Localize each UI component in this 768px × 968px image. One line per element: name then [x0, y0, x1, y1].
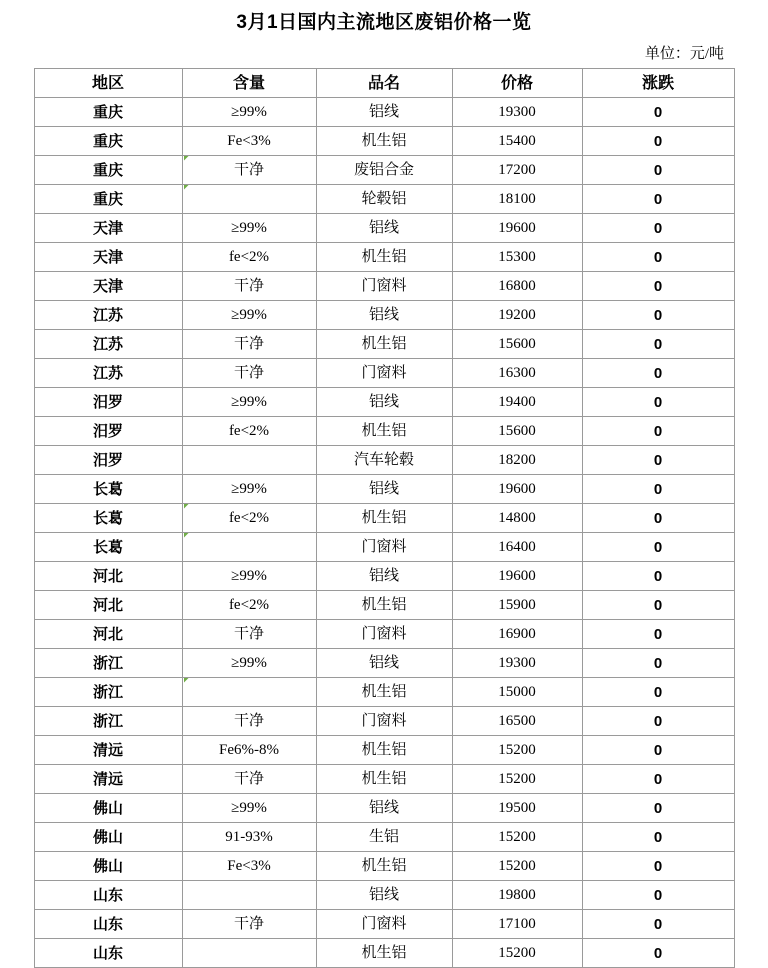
table-row: [34, 562, 734, 591]
cell-change: 0: [582, 504, 734, 533]
cell-product-name: 生铝: [316, 823, 452, 852]
cell-product-name: 门窗料: [316, 272, 452, 301]
cell-region: 重庆: [34, 185, 182, 214]
cell-price: 19600: [452, 475, 582, 504]
cell-product-name: 门窗料: [316, 359, 452, 388]
table-row: [34, 156, 734, 185]
cell-price: 19300: [452, 98, 582, 127]
table-row: [34, 881, 734, 910]
cell-content: 干净: [182, 359, 316, 388]
cell-content: fe<2%: [182, 504, 316, 533]
cell-price: 15200: [452, 823, 582, 852]
cell-change: 0: [582, 765, 734, 794]
cell-region: 佛山: [34, 852, 182, 881]
cell-change: 0: [582, 823, 734, 852]
cell-product-name: 门窗料: [316, 707, 452, 736]
cell-price: 16400: [452, 533, 582, 562]
cell-change: 0: [582, 910, 734, 939]
table-row: [34, 765, 734, 794]
unit-note: 单位：元/吨: [644, 46, 724, 62]
cell-price: 14800: [452, 504, 582, 533]
cell-product-name: 轮毂铝: [316, 185, 452, 214]
table-row: [34, 823, 734, 852]
cell-price: 18100: [452, 185, 582, 214]
cell-region: 山东: [34, 881, 182, 910]
cell-product-name: 铝线: [316, 475, 452, 504]
cell-content: fe<2%: [182, 243, 316, 272]
cell-content: ≥99%: [182, 388, 316, 417]
cell-product-name: 门窗料: [316, 533, 452, 562]
cell-region: 汨罗: [34, 417, 182, 446]
cell-price: 15900: [452, 591, 582, 620]
cell-change: 0: [582, 156, 734, 185]
cell-change: 0: [582, 98, 734, 127]
cell-product-name: 机生铝: [316, 330, 452, 359]
table-row: [34, 910, 734, 939]
cell-price: 16800: [452, 272, 582, 301]
cell-content: 干净: [182, 156, 316, 185]
table-row: [34, 185, 734, 214]
cell-price: 15300: [452, 243, 582, 272]
cell-price: 19800: [452, 881, 582, 910]
cell-product-name: 机生铝: [316, 243, 452, 272]
cell-change: 0: [582, 330, 734, 359]
cell-change: 0: [582, 939, 734, 968]
table-row: [34, 98, 734, 127]
column-header-content: 含量: [182, 69, 316, 98]
table-row: [34, 707, 734, 736]
cell-region: 汨罗: [34, 388, 182, 417]
cell-region: 河北: [34, 562, 182, 591]
cell-product-name: 机生铝: [316, 939, 452, 968]
cell-change: 0: [582, 881, 734, 910]
cell-content: [182, 881, 316, 910]
cell-price: 15200: [452, 765, 582, 794]
cell-change: 0: [582, 301, 734, 330]
cell-price: 16900: [452, 620, 582, 649]
cell-product-name: 铝线: [316, 649, 452, 678]
cell-price: 19600: [452, 562, 582, 591]
cell-price: 19500: [452, 794, 582, 823]
cell-content: [182, 678, 316, 707]
table-row: [34, 359, 734, 388]
cell-content: Fe6%-8%: [182, 736, 316, 765]
cell-product-name: 铝线: [316, 881, 452, 910]
cell-change: 0: [582, 649, 734, 678]
cell-product-name: 铝线: [316, 301, 452, 330]
cell-content: 91-93%: [182, 823, 316, 852]
cell-price: 18200: [452, 446, 582, 475]
cell-region: 浙江: [34, 707, 182, 736]
cell-region: 山东: [34, 910, 182, 939]
table-row: [34, 388, 734, 417]
table-row: [34, 214, 734, 243]
cell-region: 清远: [34, 765, 182, 794]
cell-product-name: 门窗料: [316, 620, 452, 649]
cell-content: 干净: [182, 765, 316, 794]
table-row: [34, 330, 734, 359]
cell-price: 15200: [452, 736, 582, 765]
cell-region: 浙江: [34, 678, 182, 707]
column-header-product: 品名: [316, 69, 452, 98]
cell-region: 重庆: [34, 156, 182, 185]
cell-content: ≥99%: [182, 301, 316, 330]
cell-price: 15200: [452, 852, 582, 881]
cell-product-name: 机生铝: [316, 417, 452, 446]
cell-price: 15200: [452, 939, 582, 968]
cell-region: 浙江: [34, 649, 182, 678]
table-row: [34, 852, 734, 881]
cell-content: ≥99%: [182, 794, 316, 823]
cell-price: 15000: [452, 678, 582, 707]
cell-change: 0: [582, 678, 734, 707]
table-row: [34, 794, 734, 823]
cell-content: ≥99%: [182, 214, 316, 243]
cell-change: 0: [582, 243, 734, 272]
cell-product-name: 机生铝: [316, 852, 452, 881]
cell-region: 佛山: [34, 823, 182, 852]
cell-content: fe<2%: [182, 591, 316, 620]
cell-price: 19300: [452, 649, 582, 678]
table-body: [34, 98, 734, 968]
table-row: [34, 736, 734, 765]
column-header-price: 价格: [452, 69, 582, 98]
cell-product-name: 废铝合金: [316, 156, 452, 185]
table-row: [34, 243, 734, 272]
cell-product-name: 铝线: [316, 794, 452, 823]
table-row: [34, 591, 734, 620]
cell-product-name: 机生铝: [316, 765, 452, 794]
cell-change: 0: [582, 736, 734, 765]
cell-price: 15600: [452, 417, 582, 446]
table-row: [34, 417, 734, 446]
cell-change: 0: [582, 475, 734, 504]
cell-content: Fe<3%: [182, 852, 316, 881]
cell-price: 17100: [452, 910, 582, 939]
cell-region: 山东: [34, 939, 182, 968]
cell-region: 长葛: [34, 475, 182, 504]
cell-price: 16500: [452, 707, 582, 736]
cell-content: 干净: [182, 272, 316, 301]
table-row: [34, 620, 734, 649]
cell-content: [182, 533, 316, 562]
cell-change: 0: [582, 185, 734, 214]
cell-region: 江苏: [34, 359, 182, 388]
cell-content: 干净: [182, 620, 316, 649]
table-row: [34, 272, 734, 301]
cell-price: 17200: [452, 156, 582, 185]
cell-product-name: 铝线: [316, 98, 452, 127]
cell-price: 16300: [452, 359, 582, 388]
table-row: [34, 446, 734, 475]
cell-change: 0: [582, 620, 734, 649]
cell-region: 江苏: [34, 301, 182, 330]
table-row: [34, 127, 734, 156]
table-row: [34, 649, 734, 678]
table-row: [34, 533, 734, 562]
cell-price: 19400: [452, 388, 582, 417]
cell-change: 0: [582, 272, 734, 301]
cell-content: [182, 185, 316, 214]
cell-content: ≥99%: [182, 475, 316, 504]
cell-product-name: 铝线: [316, 214, 452, 243]
cell-change: 0: [582, 533, 734, 562]
cell-product-name: 门窗料: [316, 910, 452, 939]
cell-product-name: 机生铝: [316, 591, 452, 620]
cell-product-name: 机生铝: [316, 678, 452, 707]
cell-change: 0: [582, 127, 734, 156]
cell-region: 天津: [34, 214, 182, 243]
cell-content: ≥99%: [182, 649, 316, 678]
cell-price: 15600: [452, 330, 582, 359]
cell-region: 河北: [34, 620, 182, 649]
cell-change: 0: [582, 591, 734, 620]
cell-content: 干净: [182, 707, 316, 736]
cell-region: 佛山: [34, 794, 182, 823]
cell-region: 重庆: [34, 98, 182, 127]
scrap-aluminum-price-table: [34, 68, 735, 968]
table-header-row: [34, 69, 734, 98]
cell-product-name: 机生铝: [316, 127, 452, 156]
cell-price: 19600: [452, 214, 582, 243]
cell-change: 0: [582, 446, 734, 475]
cell-price: 19200: [452, 301, 582, 330]
table-row: [34, 678, 734, 707]
column-header-change: 涨跌: [582, 69, 734, 98]
cell-content: 干净: [182, 910, 316, 939]
cell-content: ≥99%: [182, 98, 316, 127]
table-row: [34, 475, 734, 504]
cell-product-name: 铝线: [316, 562, 452, 591]
cell-content: [182, 939, 316, 968]
cell-region: 江苏: [34, 330, 182, 359]
cell-content: [182, 446, 316, 475]
cell-region: 重庆: [34, 127, 182, 156]
cell-region: 汨罗: [34, 446, 182, 475]
cell-region: 长葛: [34, 504, 182, 533]
cell-region: 长葛: [34, 533, 182, 562]
cell-content: Fe<3%: [182, 127, 316, 156]
cell-change: 0: [582, 214, 734, 243]
cell-content: fe<2%: [182, 417, 316, 446]
cell-change: 0: [582, 794, 734, 823]
cell-product-name: 铝线: [316, 388, 452, 417]
cell-product-name: 机生铝: [316, 736, 452, 765]
cell-region: 天津: [34, 272, 182, 301]
page-title: 3月1日国内主流地区废铝价格一览: [236, 12, 532, 33]
cell-change: 0: [582, 388, 734, 417]
cell-content: ≥99%: [182, 562, 316, 591]
cell-change: 0: [582, 707, 734, 736]
table-row: [34, 301, 734, 330]
cell-product-name: 机生铝: [316, 504, 452, 533]
cell-change: 0: [582, 562, 734, 591]
cell-product-name: 汽车轮毂: [316, 446, 452, 475]
table-row: [34, 939, 734, 968]
cell-price: 15400: [452, 127, 582, 156]
table-row: [34, 504, 734, 533]
cell-region: 河北: [34, 591, 182, 620]
cell-change: 0: [582, 852, 734, 881]
cell-change: 0: [582, 417, 734, 446]
column-header-region: 地区: [34, 69, 182, 98]
cell-region: 清远: [34, 736, 182, 765]
cell-region: 天津: [34, 243, 182, 272]
cell-content: 干净: [182, 330, 316, 359]
cell-change: 0: [582, 359, 734, 388]
